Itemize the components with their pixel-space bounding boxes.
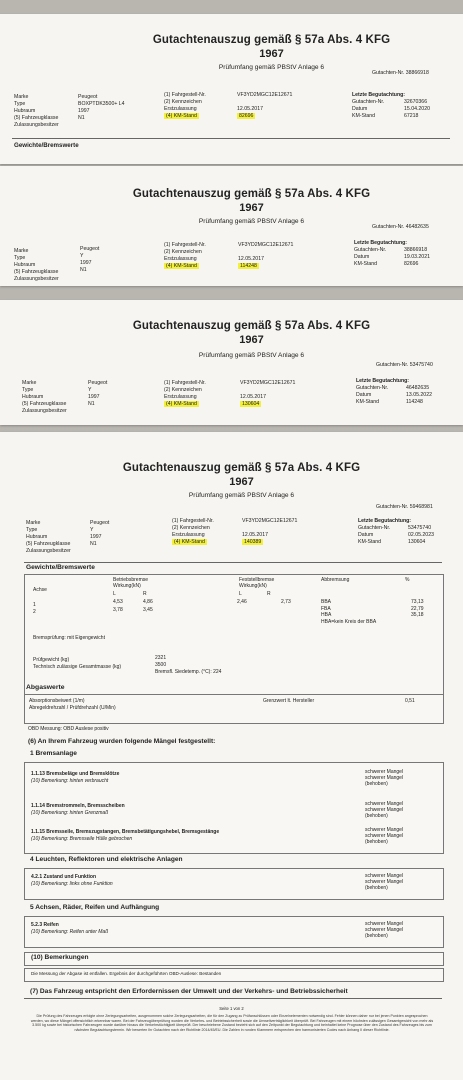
section-achsen: 5 Achsen, Räder, Reifen und Aufhängung xyxy=(30,904,160,911)
leuchten-box xyxy=(24,868,444,900)
siedetemp: Bremsfl. Siedetemp. (°C): 224 xyxy=(155,669,222,675)
legal-footer: Die Prüfung des Fahrzeuges erfolgte ohne Zerlegungsarbeiten, ausgenommen solche Zerlegungsarbeiten, die für den Zugang zu Prüfanschlüssen oder Einzelnelementen notwendig sind. Fehler können daher nur bei jenen Punkten angesprochen werden, wo diese Mängel offensichtlich erkennbar waren. Bei der Fahrzeugüberprüfung wurden die Verkehrs- und Betriebssicherheit sowie die Umweltverträglichkeit überprüft. Bei Fahrzeugen mit einem höchsten zulässigen Gesamtgewicht von mehr als 3.500 kg sowie bei historischen Fahrzeugen wurde darüber hinaus die Verkehrstüchtigkeit überprüft. Der beschriebene Zustand bezieht sich auf den Zeitpunkt der Begutachtung und beinhaltet keine Prognose über den Zustand des Fahrzeuges bis zum nächsten Begutachtungstermin. Wir bewerten Ihr Gutachten nach der Richtlinie 2014/45/EU. Die Zahlen in runden Klammern entsprechen den harmonisierten Codes nach Anhang II dieser Richtlinie. xyxy=(30,1014,434,1032)
registration-labels: (1) Fahrgestell-Nr. (2) Kennzeichen Erstzulassung (4) KM-Stand xyxy=(164,92,206,119)
report-subtitle: Prüfumfang gemäß PBStV Anlage 6 xyxy=(188,492,295,499)
km-stand-value: 82696 xyxy=(239,113,254,119)
last-inspection-values: 32670366 15.04.2020 67218 xyxy=(404,99,430,119)
col-wirkung: Wirkung(kN) xyxy=(113,583,141,589)
section-abgas: Abgaswerte xyxy=(26,684,65,691)
report-title: Gutachtenauszug gemäß § 57a Abs. 4 KFG xyxy=(132,320,371,332)
km-stand-label: (4) KM-Stand xyxy=(166,263,197,269)
bemerkungen-text: Die Messung der Abgase ist entfallen. Ergebnis der durchgeführten OBD-Auslese: Bestanden xyxy=(31,971,222,976)
registration-labels: (1) Fahrgestell-Nr. (2) Kennzeichen Erstzulassung (4) KM-Stand xyxy=(164,380,206,407)
divider xyxy=(12,138,450,139)
table-row: 1 xyxy=(33,602,36,608)
list-item: 5.2.3 Reifen (10) Bemerkung: Reifen unter Maß xyxy=(31,922,109,935)
last-inspection-labels: Letzte Begutachtung: Gutachten-Nr. Datum KM-Stand xyxy=(356,378,410,405)
severity: schwerer Mangel schwerer Mangel (behoben) xyxy=(365,873,404,891)
vehicle-values: Peugeot Y 1997 N1 xyxy=(88,380,108,407)
vehicle-labels: Marke Type Hubraum (5) Fahrzeugklasse Zulassungsbesitzer xyxy=(22,380,67,414)
report-year: 1967 xyxy=(259,48,284,60)
col-feststell: Feststellbremse xyxy=(239,577,275,583)
abbremsung-label: BBA xyxy=(321,599,332,605)
last-inspection-values: 46482635 13.05.2022 114248 xyxy=(406,385,432,405)
vehicle-labels: Marke Type Hubraum (5) Fahrzeugklasse Zulassungsbesitzer xyxy=(26,520,71,554)
gesamtmasse-label: Technisch zulässige Gesamtmasse (kg) xyxy=(33,664,122,670)
col-l: L xyxy=(113,591,116,597)
report-sheet-1 xyxy=(0,14,463,164)
bremspruefung: Bremsprüfung: mit Eigengewicht xyxy=(33,635,105,641)
list-item: 4.2.1 Zustand und Funktion (10) Bemerkung: links ohne Funktion xyxy=(31,874,113,887)
gutachten-nr: Gutachten-Nr. 53475740 xyxy=(376,362,433,368)
col-abbremsung: Abbremsung xyxy=(321,577,350,583)
registration-values: VF3YD2MGC12E12671 12.05.2017 114248 xyxy=(238,242,294,269)
brake-table xyxy=(24,574,444,696)
abbremsung-label: HBA xyxy=(321,612,332,618)
vehicle-values: Peugeot Y 1997 N1 xyxy=(80,246,100,273)
severity: schwerer Mangel schwerer Mangel (behoben) xyxy=(365,921,404,939)
col-l: L xyxy=(239,591,242,597)
divider xyxy=(24,998,442,999)
erfordernisse: (7) Das Fahrzeug entspricht den Erfordernissen der Umwelt und der Verkehrs- und Betriebssicherheit xyxy=(30,988,348,995)
obd-result: OBD Messung: OBD Auslese positiv xyxy=(28,726,109,732)
abbremsung-label: HBA=kein Kreis der BBA xyxy=(321,618,377,625)
abgas-row: Abregeldrehzahl / Prüfdrehzahl (U/Min) xyxy=(29,705,116,711)
col-betriebsbremse: Betriebsbremse xyxy=(113,577,149,583)
col-feststell-wirkung: Wirkung(kN) xyxy=(239,583,267,589)
severity: schwerer Mangel schwerer Mangel (behoben) xyxy=(365,769,404,787)
last-inspection-values: 53475740 02.05.2023 130604 xyxy=(408,525,434,545)
abbremsung-value: 73,13 xyxy=(411,599,424,605)
report-title: Gutachtenauszug gemäß § 57a Abs. 4 KFG xyxy=(132,188,371,200)
gesamtmasse-value: 3500 xyxy=(155,662,167,668)
cell: 3,45 xyxy=(143,607,153,613)
page-number: Seite 1 von 2 xyxy=(219,1006,244,1011)
abbremsung-value: 22,79 xyxy=(411,605,424,612)
report-year: 1967 xyxy=(239,334,264,346)
divider xyxy=(24,562,442,563)
col-percent: % xyxy=(405,577,410,583)
vehicle-values: Peugeot BOXPTDK3500+ L4 1997 N1 xyxy=(78,94,125,121)
report-year: 1967 xyxy=(239,202,264,214)
registration-values: VF3YD2MGC12E12671 12.05.2017 82696 xyxy=(237,92,293,119)
last-inspection-labels: Letzte Begutachtung: Gutachten-Nr. Datum KM-Stand xyxy=(352,92,406,119)
gutachten-nr: Gutachten-Nr. 59468981 xyxy=(376,504,433,510)
bemerkungen-title: (10) Bemerkungen xyxy=(31,954,89,961)
severity: schwerer Mangel schwerer Mangel (behoben) xyxy=(365,827,404,845)
last-inspection-labels: Letzte Begutachtung: Gutachten-Nr. Datum KM-Stand xyxy=(358,518,412,545)
km-stand-label: (4) KM-Stand xyxy=(166,401,197,407)
bremsanlage-box xyxy=(24,762,444,854)
abbremsung-value: 35,18 xyxy=(411,612,424,618)
achsen-box xyxy=(24,916,444,948)
km-stand-value: 114248 xyxy=(240,263,257,269)
km-stand-value: 130604 xyxy=(242,401,260,407)
col-r: R xyxy=(267,591,271,597)
pruefgewicht-label: Prüfgewicht (kg) xyxy=(33,657,70,663)
report-sheet-4 xyxy=(0,432,463,1080)
abbremsung-label: FBA xyxy=(321,605,331,612)
last-inspection-values: 38866918 19.03.2021 82696 xyxy=(404,247,430,267)
vehicle-values: Peugeot Y 1997 N1 xyxy=(90,520,110,547)
severity: schwerer Mangel schwerer Mangel (behoben) xyxy=(365,801,404,819)
col-achse: Achse xyxy=(33,587,47,593)
report-subtitle: Prüfumfang gemäß PBStV Anlage 6 xyxy=(218,64,325,71)
km-stand-value: 140389 xyxy=(244,539,262,545)
section-gewichte: Gewichte/Bremswerte xyxy=(26,564,95,571)
registration-labels: (1) Fahrgestell-Nr. (2) Kennzeichen Erstzulassung (4) KM-Stand xyxy=(172,518,214,545)
report-subtitle: Prüfumfang gemäß PBStV Anlage 6 xyxy=(198,218,305,225)
section-bremsanlage: 1 Bremsanlage xyxy=(30,750,77,757)
km-stand-label: (4) KM-Stand xyxy=(166,113,197,119)
abgas-row: Absorptionsbeiwert (1/m) xyxy=(29,698,85,704)
gutachten-nr: Gutachten-Nr. 38866918 xyxy=(372,70,429,76)
list-item: 1.1.13 Bremsbeläge und Bremsklötze (10) Bemerkung: hinten verbraucht xyxy=(31,771,120,784)
table-row: 2 xyxy=(33,609,36,615)
vehicle-labels: Marke Type Hubraum (5) Fahrzeugklasse Zulassungsbesitzer xyxy=(14,94,59,128)
abgas-grenzwert: Grenzwert lt. Hersteller xyxy=(263,698,315,704)
abgas-value: 0,51 xyxy=(405,698,415,704)
km-stand-label: (4) KM-Stand xyxy=(174,539,205,545)
report-sheet-3 xyxy=(0,300,463,425)
report-sheet-2 xyxy=(0,166,463,286)
cell: 2,73 xyxy=(281,599,291,605)
last-inspection-labels: Letzte Begutachtung: Gutachten-Nr. Datum KM-Stand xyxy=(354,240,408,267)
col-r: R xyxy=(143,591,147,597)
list-item: 1.1.15 Bremsseile, Bremszugstangen, Bremsbetätigungshebel, Bremsgestänge (10) Bemerkung: Bremsseile Hülle gebrochen xyxy=(31,829,220,842)
maengel-title: (6) An Ihrem Fahrzeug wurden folgende Mängel festgestellt: xyxy=(28,738,216,745)
report-subtitle: Prüfumfang gemäß PBStV Anlage 6 xyxy=(198,352,305,359)
report-year: 1967 xyxy=(229,476,254,488)
report-title: Gutachtenauszug gemäß § 57a Abs. 4 KFG xyxy=(122,462,361,474)
bemerkungen-box xyxy=(24,968,444,982)
registration-values: VF3YD2MGC12E12671 12.05.2017 130604 xyxy=(240,380,296,407)
cell: 3,78 xyxy=(113,607,123,613)
cell: 2,46 xyxy=(237,599,247,605)
registration-labels: (1) Fahrgestell-Nr. (2) Kennzeichen Erstzulassung (4) KM-Stand xyxy=(164,242,206,269)
section-gewichte: Gewichte/Bremswerte xyxy=(14,142,79,149)
section-leuchten: 4 Leuchten, Reflektoren und elektrische Anlagen xyxy=(30,856,183,863)
bemerkungen-header xyxy=(24,952,444,966)
registration-values: VF3YD2MGC12E12671 12.05.2017 140389 xyxy=(242,518,298,545)
gutachten-nr: Gutachten-Nr. 46482635 xyxy=(372,224,429,230)
cell: 4,53 xyxy=(113,599,123,605)
pruefgewicht-value: 2321 xyxy=(155,655,167,661)
report-title: Gutachtenauszug gemäß § 57a Abs. 4 KFG xyxy=(152,34,391,46)
cell: 4,86 xyxy=(143,599,153,605)
list-item: 1.1.14 Bremstrommeln, Bremsscheiben (10) Bemerkung: hinten Grenzmaß xyxy=(31,803,125,816)
abgas-box xyxy=(24,694,444,724)
vehicle-labels: Marke Type Hubraum (5) Fahrzeugklasse Zulassungsbesitzer xyxy=(14,248,59,282)
